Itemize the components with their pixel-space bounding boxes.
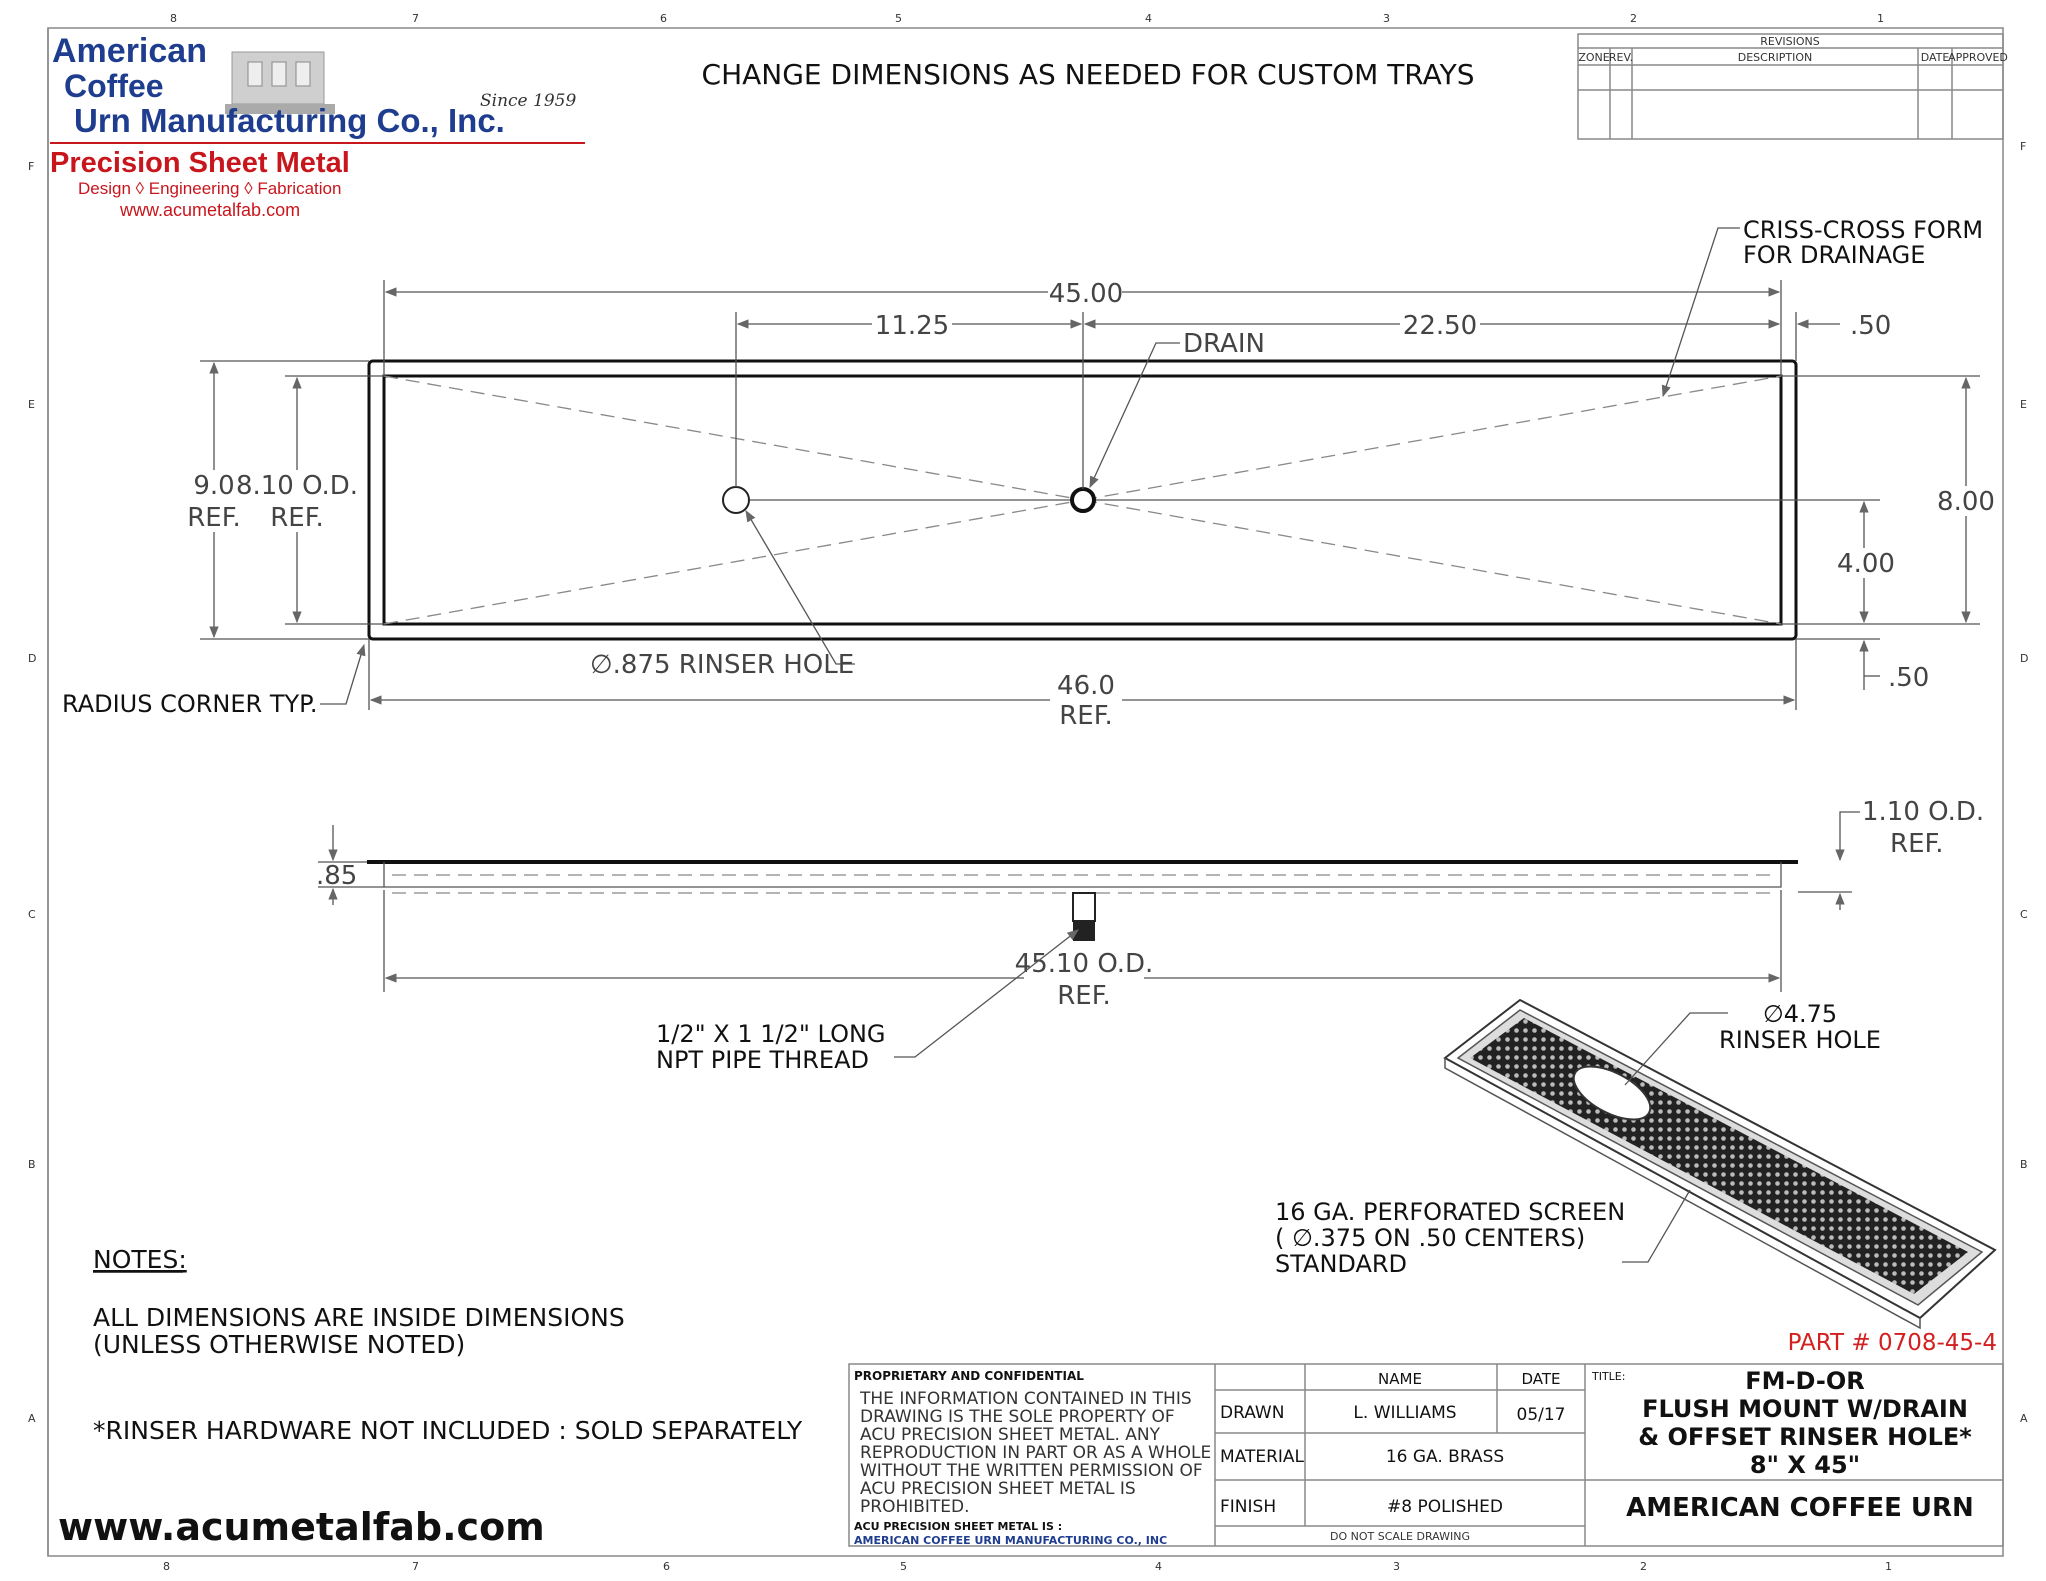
header-title: CHANGE DIMENSIONS AS NEEDED FOR CUSTOM TRAYS — [701, 58, 1475, 91]
proprietary-line-3: ACU PRECISION SHEET METAL. ANY — [860, 1425, 1160, 1445]
label-pipe-1: 1/2" X 1 1/2" LONG — [656, 1020, 886, 1048]
zone-bottom-5: 5 — [900, 1560, 907, 1573]
dim-edge-bottom: .50 — [1888, 663, 1930, 693]
perforated-screen — [1470, 1018, 1968, 1294]
company-name: AMERICAN COFFEE URN — [1626, 1493, 1974, 1523]
notes-heading: NOTES: — [93, 1245, 187, 1274]
logo-line-2: Coffee — [64, 68, 164, 104]
zone-right-E: E — [2020, 398, 2027, 411]
proprietary-line-1: THE INFORMATION CONTAINED IN THIS — [860, 1389, 1192, 1409]
proprietary-line-4: REPRODUCTION IN PART OR AS A WHOLE — [860, 1443, 1212, 1463]
title-line-4: 8" X 45" — [1749, 1451, 1861, 1479]
logo-tagline: Precision Sheet Metal — [50, 147, 350, 179]
zone-bottom-1: 1 — [1885, 1560, 1892, 1573]
label-screen-3: STANDARD — [1275, 1250, 1408, 1278]
zone-bottom-6: 6 — [663, 1560, 670, 1573]
logo-line-1: American — [52, 32, 207, 70]
dim-length-4510-1: 45.10 O.D. — [1014, 949, 1154, 979]
zone-bottom-3: 3 — [1393, 1560, 1400, 1573]
dim-46-ref-2: REF. — [1059, 701, 1113, 731]
material-value: 16 GA. BRASS — [1385, 1447, 1505, 1467]
label-screen-2: ( ∅.375 ON .50 CENTERS) — [1275, 1224, 1586, 1252]
zone-bottom-2: 2 — [1640, 1560, 1647, 1573]
zone-right-D: D — [2020, 652, 2029, 665]
dim-drain-offset: 22.50 — [1402, 311, 1478, 341]
proprietary-line-6: ACU PRECISION SHEET METAL IS — [860, 1479, 1136, 1499]
label-crisscross-1: CRISS-CROSS FORM — [1743, 216, 1984, 244]
proprietary-line-7: PROHIBITED. — [860, 1497, 970, 1517]
label-iso-rinser-2: RINSER HOLE — [1719, 1026, 1881, 1054]
proprietary-line-2: DRAWING IS THE SOLE PROPERTY OF — [860, 1407, 1175, 1427]
col-date: DATE — [1521, 1370, 1561, 1388]
proprietary-line-5: WITHOUT THE WRITTEN PERMISSION OF — [860, 1461, 1203, 1481]
title-line-1: FM-D-OR — [1745, 1367, 1865, 1395]
title-block — [849, 1330, 2003, 1547]
dim-depth-085: .85 — [316, 861, 358, 891]
zone-top-3: 3 — [1383, 12, 1390, 25]
label-drain: DRAIN — [1183, 329, 1265, 359]
dim-9-ref-1: 9.0 — [193, 471, 235, 501]
label-pipe-2: NPT PIPE THREAD — [656, 1046, 869, 1074]
logo-line-3: Urn Manufacturing Co., Inc. — [74, 102, 505, 139]
dim-rinser-offset: 11.25 — [874, 311, 950, 341]
notes-website: www.acumetalfab.com — [58, 1505, 545, 1549]
drain-circle — [1072, 489, 1094, 511]
company-note-1: ACU PRECISION SHEET METAL IS : — [854, 1520, 1063, 1533]
finish-value: #8 POLISHED — [1387, 1497, 1503, 1517]
zone-top-4: 4 — [1145, 12, 1152, 25]
dim-od-110-2: REF. — [1890, 829, 1944, 859]
notes-line-3: *RINSER HARDWARE NOT INCLUDED : SOLD SEPARATELY — [93, 1416, 803, 1445]
revisions-col-description: DESCRIPTION — [1737, 51, 1813, 64]
logo-services: Design ◊ Engineering ◊ Fabrication — [78, 179, 342, 198]
zone-top-2: 2 — [1630, 12, 1637, 25]
zone-left-F: F — [28, 160, 35, 173]
label-radius-corner: RADIUS CORNER TYP. — [62, 690, 318, 718]
drawn-date: 05/17 — [1516, 1405, 1566, 1425]
zone-right-B: B — [2020, 1158, 2028, 1171]
zone-top-6: 6 — [660, 12, 667, 25]
rinser-hole-circle — [723, 487, 749, 513]
zone-bottom-7: 7 — [412, 1560, 419, 1573]
label-iso-rinser-1: ∅4.75 — [1762, 1000, 1838, 1028]
title-line-3: & OFFSET RINSER HOLE* — [1638, 1423, 1972, 1451]
label-screen-1: 16 GA. PERFORATED SCREEN — [1275, 1198, 1626, 1226]
dim-46-ref-1: 46.0 — [1057, 671, 1115, 701]
notes-line-2: (UNLESS OTHERWISE NOTED) — [93, 1330, 466, 1359]
revisions-col-date: DATE — [1920, 51, 1950, 64]
revisions-col-rev: REV. — [1608, 51, 1634, 64]
drawn-label: DRAWN — [1220, 1403, 1285, 1423]
col-name: NAME — [1378, 1370, 1422, 1388]
zone-right-A: A — [2020, 1412, 2028, 1425]
no-scale-note: DO NOT SCALE DRAWING — [1330, 1530, 1470, 1543]
zone-right-F: F — [2020, 140, 2027, 153]
zone-left-A: A — [28, 1412, 36, 1425]
label-crisscross-2: FOR DRAINAGE — [1743, 241, 1926, 269]
dim-810-od-1: 8.10 O.D. — [235, 471, 359, 501]
dim-810-od-2: REF. — [270, 503, 324, 533]
dim-edge-top: .50 — [1850, 311, 1892, 341]
zone-left-D: D — [28, 652, 37, 665]
company-logo — [50, 32, 585, 220]
zone-left-E: E — [28, 398, 35, 411]
finish-label: FINISH — [1220, 1497, 1277, 1517]
zone-left-B: B — [28, 1158, 36, 1171]
title-line-2: FLUSH MOUNT W/DRAIN — [1642, 1395, 1968, 1423]
logo-since: Since 1959 — [480, 91, 577, 111]
zone-top-1: 1 — [1877, 12, 1884, 25]
revisions-title: REVISIONS — [1760, 35, 1820, 48]
logo-url: www.acumetalfab.com — [120, 200, 301, 220]
revisions-table — [1578, 34, 2008, 139]
zone-top-8: 8 — [170, 12, 177, 25]
part-number: PART # 0708-45-4 — [1787, 1330, 1997, 1356]
notes — [58, 1245, 803, 1549]
dim-9-ref-2: REF. — [187, 503, 241, 533]
notes-line-1: ALL DIMENSIONS ARE INSIDE DIMENSIONS — [93, 1303, 625, 1332]
drawn-name: L. WILLIAMS — [1353, 1403, 1457, 1423]
dim-width-800: 8.00 — [1937, 487, 1995, 517]
zone-bottom-4: 4 — [1155, 1560, 1162, 1573]
zone-right-C: C — [2020, 908, 2028, 921]
zone-left-C: C — [28, 908, 36, 921]
top-view — [62, 216, 2002, 731]
proprietary-heading: PROPRIETARY AND CONFIDENTIAL — [854, 1369, 1084, 1383]
zone-top-5: 5 — [895, 12, 902, 25]
material-label: MATERIAL — [1220, 1447, 1305, 1467]
isometric-view — [1275, 1000, 1995, 1328]
dim-half-400: 4.00 — [1837, 549, 1895, 579]
revisions-col-approved: APPROVED — [1948, 51, 2008, 64]
label-rinser-hole-small: ∅.875 RINSER HOLE — [590, 650, 855, 680]
dim-od-110-1: 1.10 O.D. — [1862, 797, 1985, 827]
revisions-col-zone: ZONE — [1578, 51, 1610, 64]
zone-top-7: 7 — [412, 12, 419, 25]
title-label: TITLE: — [1592, 1370, 1626, 1383]
dim-length-4510-2: REF. — [1057, 981, 1111, 1011]
dim-overall-length: 45.00 — [1048, 279, 1124, 309]
company-note-2: AMERICAN COFFEE URN MANUFACTURING CO., INC — [854, 1534, 1168, 1547]
zone-bottom-8: 8 — [163, 1560, 170, 1573]
